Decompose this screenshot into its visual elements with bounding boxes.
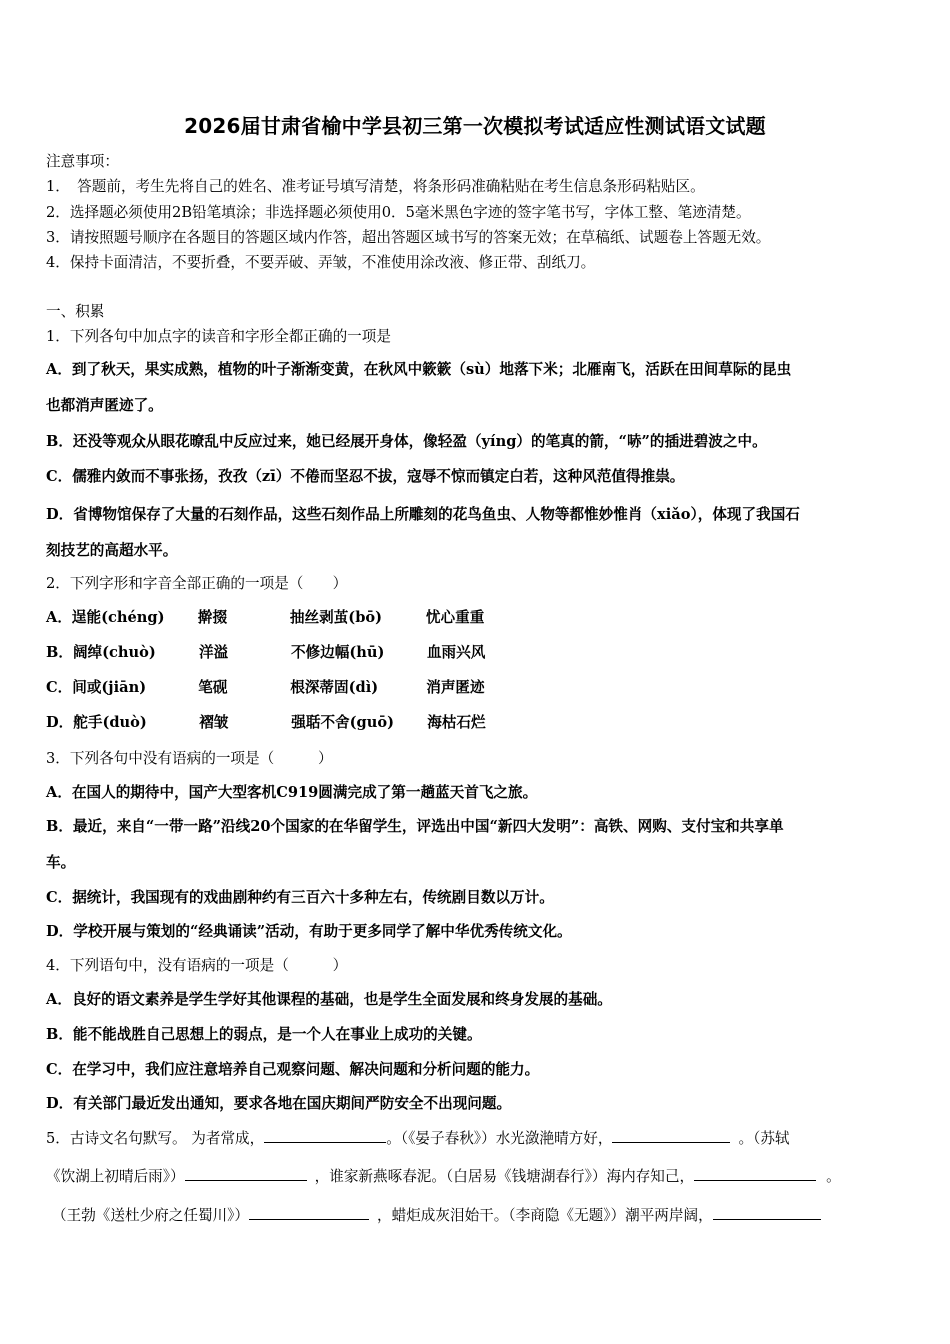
q3-stem: 3．下列各句中没有语病的一项是（ ）	[46, 750, 333, 767]
q2-word: 洋溢	[198, 644, 229, 661]
answer-blank[interactable]	[264, 1128, 386, 1143]
q2-option-label: A．	[46, 609, 72, 626]
q5-text: （王勃《送杜少府之任蜀川》）	[52, 1207, 250, 1224]
q1-option-d-line2: 刻技艺的高超水平。	[46, 542, 178, 559]
q1-option-d-line1: D．省博物馆保存了大量的石刻作品，这些石刻作品上所雕刻的花鸟鱼虫、人物等都惟妙惟肖（xiǎo），体现了我国石	[46, 506, 800, 523]
answer-blank[interactable]	[713, 1205, 821, 1220]
notice-heading: 注意事项：	[46, 153, 119, 170]
q5-line3	[52, 1205, 821, 1226]
q2-stem: 2．下列字形和字音全部正确的一项是（ ）	[46, 575, 348, 592]
q3-option-a: A．在国人的期待中，国产大型客机C919圆满完成了第一趟蓝天首飞之旅。	[46, 784, 538, 801]
q2-option-b	[46, 643, 485, 663]
q2-option-label: C．	[46, 679, 73, 696]
q3-option-d: D．学校开展与策划的“经典诵读”活动，有助于更多同学了解中华优秀传统文化。	[46, 923, 572, 940]
q4-option-c: C．在学习中，我们应注意培养自己观察问题、解决问题和分析问题的能力。	[46, 1061, 540, 1078]
notice-item-1: 1． 答题前，考生先将自己的姓名、准考证号填写清楚，将条形码准确粘贴在考生信息条形码粘贴区。	[46, 178, 705, 195]
q5-line2	[46, 1166, 841, 1187]
q2-word: 笔砚	[198, 679, 228, 696]
q2-word: 忧心重重	[425, 609, 485, 626]
notice-item-3: 3．请按照题号顺序在各题目的答题区域内作答，超出答题区域书写的答案无效；在草稿纸、试题卷上答题无效。	[46, 229, 771, 246]
q1-option-c: C．儒雅内敛而不事张扬，孜孜（zī）不倦而坚忍不拔，寇辱不惊而镇定白若，这种风范值得推祟。	[46, 468, 685, 485]
q5-text: 《饮湖上初晴后雨》）	[46, 1168, 185, 1185]
q2-option-d	[46, 713, 486, 733]
q5-text: 。	[826, 1168, 841, 1185]
q2-word: 间或(jiān)	[72, 679, 147, 696]
q2-option-label: D．	[46, 714, 74, 731]
q2-word: 海枯石烂	[427, 714, 486, 731]
q5-text: ，谁家新燕啄春泥。（白居易《钱塘湖春行》）海内存知己，	[314, 1168, 695, 1185]
q4-option-a: A．良好的语文素养是学生学好其他课程的基础，也是学生全面发展和终身发展的基础。	[46, 991, 612, 1008]
answer-blank[interactable]	[249, 1205, 369, 1220]
q2-word: 抽丝剥茧(bō)	[289, 609, 383, 626]
answer-blank[interactable]	[185, 1166, 307, 1181]
q2-word: 强聒不舍(guō)	[291, 714, 394, 731]
q3-option-b-line1: B．最近，来自“一带一路”沿线20个国家的在华留学生，评选出中国“新四大发明”：高铁、网购、支付宝和共享单	[46, 818, 784, 835]
q1-option-b: B．还没等观众从眼花暸乱中反应过来，她已经展开身体，像轻盈（yíng）的笔真的箭，“哧”的插进碧波之中。	[46, 433, 767, 450]
q5-line1	[46, 1128, 790, 1149]
q1-option-a-line1: A．到了秋天，果实成熟，植物的叶子渐渐变黄，在秋风中簌簌（sù）地落下米；北雁南飞，活跃在田间草际的昆虫	[46, 361, 792, 378]
q2-option-a	[46, 608, 484, 628]
q5-text: 。（苏轼	[738, 1130, 790, 1147]
q2-word: 褶皱	[199, 714, 229, 731]
q3-option-c: C．据统计，我国现有的戏曲剧种约有三百六十多种左右，传统剧目数以万计。	[46, 889, 554, 906]
q2-word: 血雨兴风	[426, 644, 486, 661]
q2-word: 逞能(chéng)	[71, 609, 165, 626]
q4-option-b: B．能不能战胜自己思想上的弱点，是一个人在事业上成功的关键。	[46, 1026, 482, 1043]
q1-option-a-line2: 也都消声匿迹了。	[46, 397, 163, 414]
q2-word: 不修边幅(hū)	[290, 644, 385, 661]
notice-item-2: 2．选择题必须使用2B铅笔填涂；非选择题必须使用0．5毫米黑色字迹的签字笔书写，字体工整、笔迹清楚。	[46, 204, 751, 221]
answer-blank[interactable]	[612, 1128, 730, 1143]
q1-stem: 1．下列各句中加点字的读音和字形全都正确的一项是	[46, 328, 391, 345]
notice-item-4: 4．保持卡面清洁，不要折叠，不要弄破、弄皱，不准使用涂改液、修正带、刮纸刀。	[46, 254, 596, 271]
section-heading: 一、积累	[46, 303, 105, 320]
q5-text: 。（《晏子春秋》）水光潋滟晴方好，	[386, 1130, 613, 1147]
q2-word: 根深蒂固(dì)	[290, 679, 379, 696]
answer-blank[interactable]	[694, 1166, 816, 1181]
q3-option-b-line2: 车。	[46, 854, 76, 871]
q5-text: 5．古诗文名句默写。 为者常成，	[46, 1130, 265, 1147]
q4-stem: 4．下列语句中，没有语病的一项是（ ）	[46, 957, 348, 974]
exam-title: 2026届甘肃省榆中学县初三第一次模拟考试适应性测试语文试题	[184, 114, 766, 138]
q2-word: 舵手(duò)	[73, 714, 147, 731]
q2-option-label: B．	[46, 644, 73, 661]
q2-option-c	[46, 678, 485, 698]
q4-option-d: D．有关部门最近发出通知，要求各地在国庆期间严防安全不出现问题。	[46, 1095, 512, 1112]
q5-text: ，蜡炬成灰泪始干。（李商隐《无题》）潮平两岸阔，	[377, 1207, 713, 1224]
q2-word: 消声匿迹	[426, 679, 485, 696]
q2-word: 阔绰(chuò)	[72, 644, 156, 661]
q2-word: 擀掇	[197, 609, 228, 626]
